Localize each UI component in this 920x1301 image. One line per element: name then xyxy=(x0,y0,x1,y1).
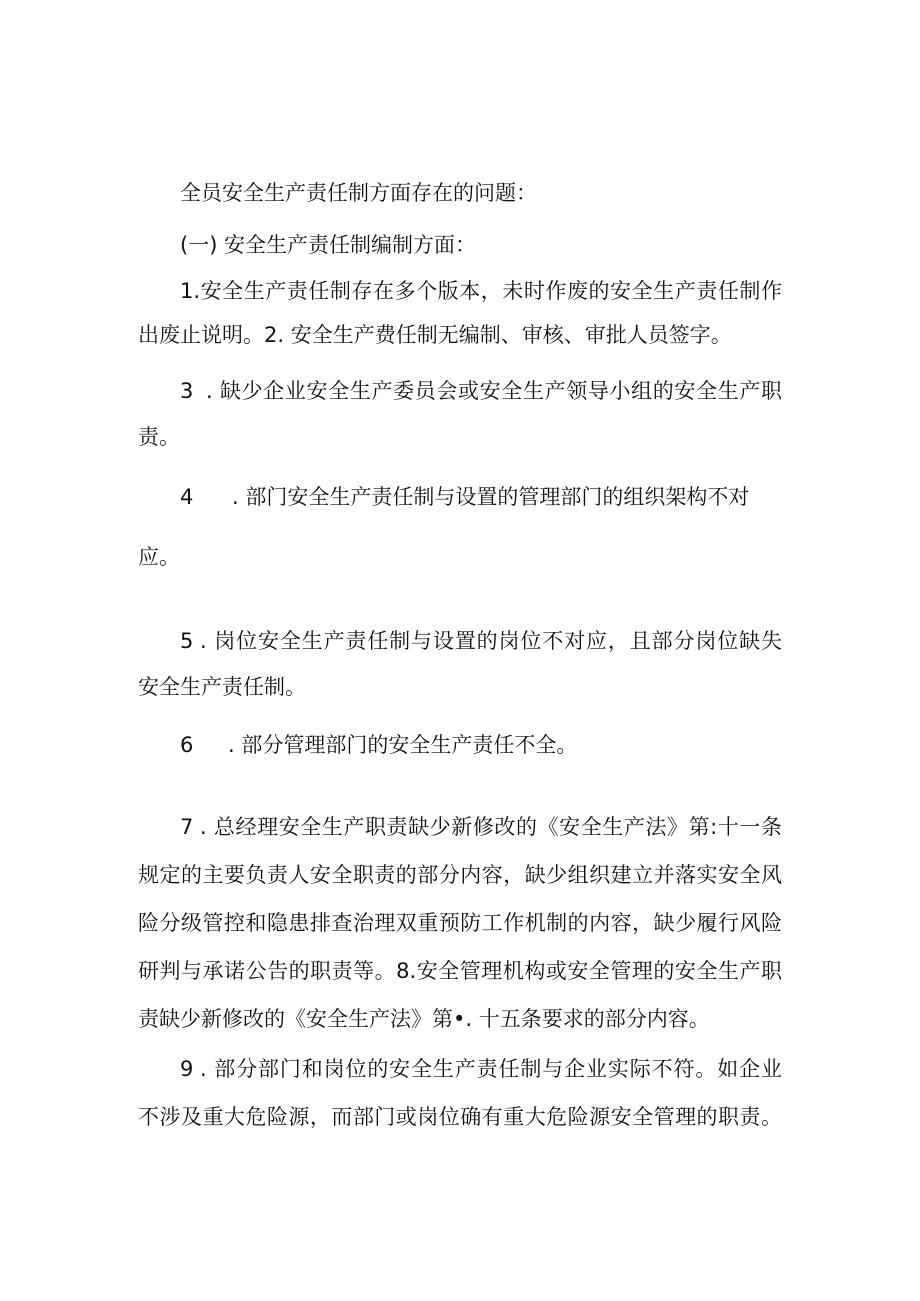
item-5-line-1: . 岗位安全生产责任制与设置的岗位不对应，且部分岗位缺失 xyxy=(200,629,782,653)
item-7-line-3: 险分级管控和隐患排查治理双重预防工作机制的内容，缺少履行风险 xyxy=(138,911,782,935)
item-4-number: 4 xyxy=(180,485,194,509)
item-4-line-2: 应。 xyxy=(138,545,180,569)
item-5-number: 5 xyxy=(180,629,194,653)
item-3-line-2: 责。 xyxy=(138,425,180,449)
heading: 全员安全生产责任制方面存在的问题： xyxy=(180,181,537,205)
item-7-line-2: 规定的主要负责人安全职责的部分内容，缺少组织建立并落实安全风 xyxy=(138,863,782,887)
item-6-line-1: . 部分管理部门的安全生产责任不全。 xyxy=(228,733,578,757)
section-title: (一) 安全生产责任制编制方面： xyxy=(180,233,477,257)
item-9-line-1: . 部分部门和岗位的安全生产责任制与企业实际不符。如企业 xyxy=(200,1057,782,1081)
item-7-line-5: 责缺少新修改的《安全生产法》第•. 十五条要求的部分内容。 xyxy=(138,1007,710,1031)
item-1-line-1: 1.安全生产责任制存在多个版本，未时作废的安全生产责任制作 xyxy=(180,279,782,303)
item-9-line-2: 不涉及重大危险源，而部门或岗位确有重大危险源安全管理的职责。 xyxy=(138,1105,782,1129)
item-5-line-2: 安全生产责任制。 xyxy=(138,675,306,699)
item-9-number: 9 xyxy=(180,1057,194,1081)
item-3-number: 3 xyxy=(180,379,194,403)
item-6-number: 6 xyxy=(180,733,194,757)
item-3-line-1: . 缺少企业安全生产委员会或安全生产领导小组的安全生产职 xyxy=(206,379,782,403)
item-7-number: 7 xyxy=(180,815,194,839)
item-1-line-2: 出废止说明。2. 安全生产费任制无编制、审核、审批人员签字。 xyxy=(138,323,732,347)
item-7-line-4: 研判与承诺公告的职责等。8.安全管理机构或安全管理的安全生产职 xyxy=(138,959,782,983)
item-7-line-1: . 总经理安全生产职责缺少新修改的《安全生产法》第:十一条 xyxy=(200,815,782,839)
item-4-line-1: . 部门安全生产责任制与设置的管理部门的组织架构不对 xyxy=(232,485,750,509)
